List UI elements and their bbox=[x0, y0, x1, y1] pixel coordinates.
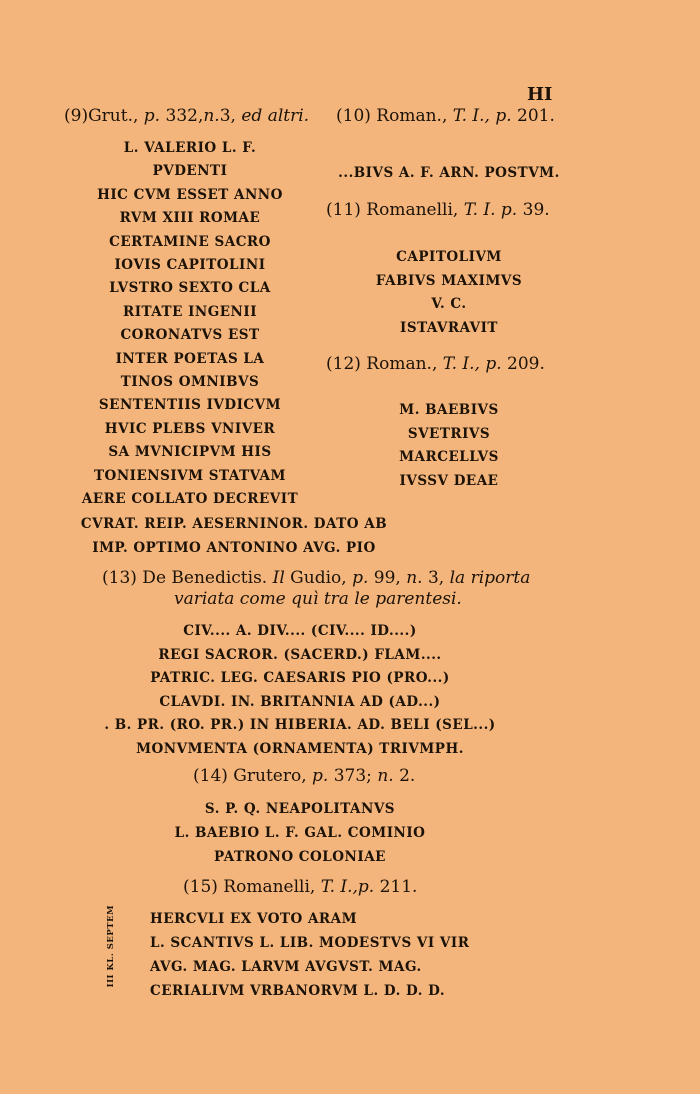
inscription-line: V. C. bbox=[431, 296, 467, 312]
inscription-line: REGI SACROR. (SACERD.) FLAM.... bbox=[158, 646, 442, 663]
inscription-line: IMP. OPTIMO ANTONINO AVG. PIO bbox=[92, 540, 376, 556]
heading-10: (10) Roman., T. I., p. 201. bbox=[336, 106, 555, 126]
inscription-line: PVDENTI bbox=[152, 163, 228, 180]
inscription-line: RVM XIII ROMAE bbox=[119, 210, 261, 227]
heading-11: (11) Romanelli, T. I. p. 39. bbox=[326, 200, 550, 220]
inscription-line: IOVIS CAPITOLINI bbox=[114, 257, 266, 274]
inscription-line: . B. PR. (RO. PR.) IN HIBERIA. AD. BELI (SEL...) bbox=[104, 717, 496, 734]
inscription-line: PATRONO COLONIAE bbox=[214, 849, 386, 865]
vertical-side-text: III KL. SEPTEM bbox=[106, 905, 116, 988]
heading-13-line2: variata come quì tra le parentesi. bbox=[174, 589, 462, 609]
inscription-11 bbox=[318, 246, 580, 340]
inscription-line: RITATE INGENII bbox=[122, 303, 258, 320]
inscription-line: SA MVNICIPVM HIS bbox=[108, 444, 272, 461]
inscription-15 bbox=[150, 907, 469, 1003]
inscription-9 bbox=[60, 137, 320, 512]
heading-12: (12) Roman., T. I., p. 209. bbox=[326, 354, 545, 374]
inscription-line: SENTENTIIS IVDICVM bbox=[98, 397, 282, 414]
inscription-line: CAPITOLIVM bbox=[396, 249, 502, 265]
inscription-13 bbox=[0, 620, 650, 762]
inscription-line: LVSTRO SEXTO CLA bbox=[109, 280, 271, 297]
inscription-line: AVG. MAG. LARVM AVGVST. MAG. bbox=[150, 959, 422, 975]
inscription-line: TONIENSIVM STATVAM bbox=[94, 467, 286, 484]
inscription-line: L. BAEBIO L. F. GAL. COMINIO bbox=[174, 825, 426, 841]
inscription-line: ...BIVS A. F. ARN. POSTVM. bbox=[338, 165, 560, 181]
inscription-line: CERTAMINE SACRO bbox=[109, 233, 271, 250]
inscription-line: HVIC PLEBS VNIVER bbox=[104, 420, 276, 437]
inscription-line: MONVMENTA (ORNAMENTA) TRIVMPH. bbox=[136, 740, 464, 757]
inscription-9-tail bbox=[0, 512, 584, 560]
inscription-line: S. P. Q. NEAPOLITANVS bbox=[204, 801, 396, 817]
inscription-12 bbox=[318, 399, 580, 493]
inscription-14 bbox=[0, 797, 650, 869]
inscription-line: MARCELLVS bbox=[399, 449, 499, 465]
inscription-line: PATRIC. LEG. CAESARIS PIO (PRO...) bbox=[150, 670, 450, 687]
inscription-line: CVRAT. REIP. AESERNINOR. DATO AB bbox=[80, 516, 388, 532]
heading-15: (15) Romanelli, T. I.,p. 211. bbox=[183, 877, 418, 897]
inscription-line: IVSSV DEAE bbox=[399, 472, 499, 489]
inscription-line: FABIVS MAXIMVS bbox=[375, 272, 523, 289]
inscription-line: L. VALERIO L. F. bbox=[123, 140, 257, 156]
inscription-line: CLAVDI. IN. BRITANNIA AD (AD...) bbox=[159, 693, 441, 710]
inscription-line: ISTAVRAVIT bbox=[400, 319, 498, 336]
inscription-line: HERCVLI EX VOTO ARAM bbox=[150, 911, 358, 927]
heading-13: (13) De Benedictis. Il Gudio, p. 99, n. 3, la riporta bbox=[102, 568, 531, 588]
inscription-line: CERIALIVM VRBANORVM L. D. D. D. bbox=[150, 983, 446, 999]
page-number: HI bbox=[527, 84, 553, 105]
heading-14: (14) Grutero, p. 373; n. 2. bbox=[193, 766, 416, 786]
heading-9: (9)Grut., p. 332,n.3, ed altri. bbox=[64, 106, 310, 126]
inscription-line: L. SCANTIVS L. LIB. MODESTVS VI VIR bbox=[150, 935, 470, 951]
inscription-line: CIV.... A. DIV.... (CIV.... ID....) bbox=[183, 623, 417, 639]
inscription-line: CORONATVS EST bbox=[120, 327, 260, 344]
inscription-line: TINOS OMNIBVS bbox=[120, 374, 260, 391]
inscription-10 bbox=[318, 162, 580, 184]
inscription-line: SVETRIVS bbox=[407, 425, 491, 442]
inscription-line: AERE COLLATO DECREVIT bbox=[81, 491, 299, 508]
inscription-line: HIC CVM ESSET ANNO bbox=[97, 186, 283, 203]
inscription-line: INTER POETAS LA bbox=[115, 350, 265, 367]
inscription-line: M. BAEBIVS bbox=[399, 402, 499, 418]
